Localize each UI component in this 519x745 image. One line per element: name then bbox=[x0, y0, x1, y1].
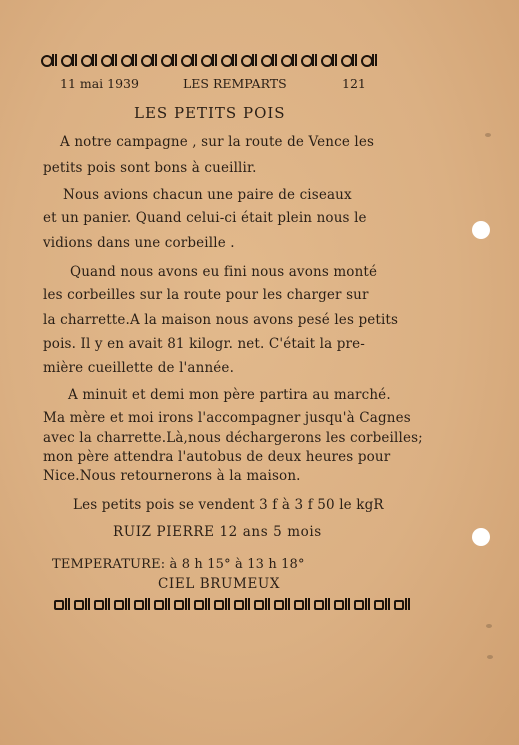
text-line: A minuit et demi mon père partira au marché. bbox=[68, 387, 391, 403]
bottom-ornament-band bbox=[53, 597, 413, 611]
author-signature: RUIZ PIERRE 12 ans 5 mois bbox=[113, 524, 322, 540]
ornament-glyph bbox=[200, 54, 220, 66]
ornament-glyph bbox=[360, 54, 380, 66]
ornament-glyph bbox=[53, 598, 73, 610]
ornament-glyph bbox=[333, 598, 353, 610]
ornament-glyph bbox=[293, 598, 313, 610]
text-line: Nice.Nous retournerons à la maison. bbox=[43, 468, 301, 484]
text-line: la charrette.A la maison nous avons pesé les petits bbox=[43, 312, 399, 328]
ornament-glyph bbox=[153, 598, 173, 610]
ornament-glyph bbox=[140, 54, 160, 66]
ornament-glyph bbox=[60, 54, 80, 66]
paper-stain bbox=[487, 655, 493, 659]
ornament-glyph bbox=[193, 598, 213, 610]
text-line: pois. Il y en avait 81 kilogr. net. C'était la pre- bbox=[43, 336, 365, 352]
sky-condition: CIEL BRUMEUX bbox=[158, 576, 281, 592]
paper-stain bbox=[486, 624, 492, 628]
text-line: mière cueillette de l'année. bbox=[43, 360, 235, 376]
ornament-glyph bbox=[73, 598, 93, 610]
top-ornament-band bbox=[40, 53, 380, 67]
ornament-glyph bbox=[373, 598, 393, 610]
ornament-glyph bbox=[80, 54, 100, 66]
ornament-glyph bbox=[133, 598, 153, 610]
article-title: LES PETITS POIS bbox=[134, 104, 286, 122]
temperature-line: TEMPERATURE: à 8 h 15° à 13 h 18° bbox=[52, 557, 305, 572]
header-page-number: 121 bbox=[342, 76, 366, 91]
ornament-glyph bbox=[180, 54, 200, 66]
text-line: Les petits pois se vendent 3 f à 3 f 50 le kgR bbox=[73, 497, 384, 513]
ornament-glyph bbox=[120, 54, 140, 66]
ornament-glyph bbox=[40, 54, 60, 66]
text-line: les corbeilles sur la route pour les charger sur bbox=[43, 287, 369, 303]
ornament-glyph bbox=[113, 598, 133, 610]
text-line: et un panier. Quand celui-ci était plein nous le bbox=[43, 210, 367, 226]
ornament-glyph bbox=[353, 598, 373, 610]
ornament-glyph bbox=[393, 598, 413, 610]
header-line bbox=[0, 76, 519, 94]
ornament-glyph bbox=[300, 54, 320, 66]
ornament-glyph bbox=[260, 54, 280, 66]
text-line: Quand nous avons eu fini nous avons monté bbox=[70, 264, 378, 280]
ornament-glyph bbox=[320, 54, 340, 66]
text-line: Nous avions chacun une paire de ciseaux bbox=[63, 187, 352, 203]
ornament-glyph bbox=[220, 54, 240, 66]
ornament-glyph bbox=[93, 598, 113, 610]
header-journal-name: LES REMPARTS bbox=[183, 76, 287, 91]
text-line: Ma mère et moi irons l'accompagner jusqu'à Cagnes bbox=[43, 410, 411, 426]
ornament-glyph bbox=[273, 598, 293, 610]
ornament-glyph bbox=[280, 54, 300, 66]
punch-hole bbox=[472, 528, 490, 546]
ornament-glyph bbox=[213, 598, 233, 610]
text-line: petits pois sont bons à cueillir. bbox=[43, 160, 257, 176]
text-line: A notre campagne , sur la route de Vence les bbox=[60, 134, 375, 150]
text-line: avec la charrette.Là,nous déchargerons les corbeilles; bbox=[43, 430, 423, 446]
ornament-glyph bbox=[253, 598, 273, 610]
ornament-glyph bbox=[173, 598, 193, 610]
ornament-glyph bbox=[313, 598, 333, 610]
ornament-glyph bbox=[160, 54, 180, 66]
punch-hole bbox=[472, 221, 490, 239]
text-line: vidions dans une corbeille . bbox=[43, 235, 235, 251]
paper-stain bbox=[485, 133, 491, 137]
ornament-glyph bbox=[233, 598, 253, 610]
text-line: mon père attendra l'autobus de deux heures pour bbox=[43, 449, 391, 465]
ornament-glyph bbox=[340, 54, 360, 66]
ornament-glyph bbox=[240, 54, 260, 66]
header-date: 11 mai 1939 bbox=[60, 76, 139, 91]
ornament-glyph bbox=[100, 54, 120, 66]
